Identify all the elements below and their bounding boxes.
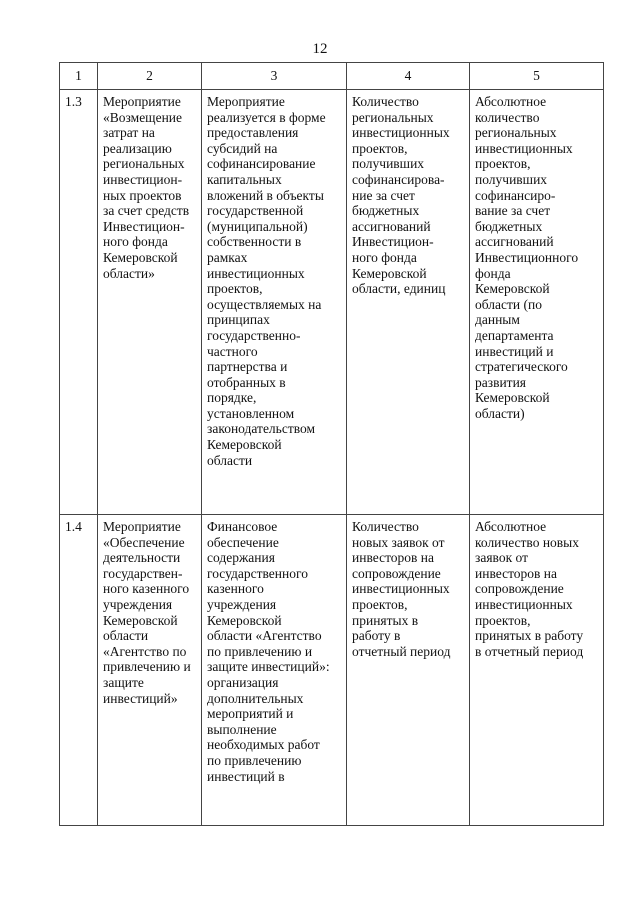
table-row (60, 515, 604, 826)
column-header: 2 (98, 63, 202, 90)
measure-description-cell: Мероприятие реализуется в форме предоставления субсидий на софинансирование капитальных вложений в объекты государственной (муниципальной) собственности в рамках инвестиционных проектов, осуществляемых на принципах государственно- частного партнерства и отобранных в порядке, установленном законодательством Кемеровской области (202, 90, 347, 515)
row-number: 1.4 (60, 515, 98, 826)
table-header-row (60, 63, 604, 90)
column-header: 4 (347, 63, 470, 90)
table-row (60, 90, 604, 515)
page-number: 12 (312, 41, 328, 57)
indicator-cell: Количество новых заявок от инвесторов на сопровождение инвестиционных проектов, принятых в работу в отчетный период (347, 515, 470, 826)
column-header: 1 (60, 63, 98, 90)
row-number: 1.3 (60, 90, 98, 515)
column-header: 3 (202, 63, 347, 90)
measure-name-cell: Мероприятие «Возмещение затрат на реализацию региональных инвестицион- ных проектов за счет средств Инвестицион- ного фонда Кемеровской области» (98, 90, 202, 515)
measure-description-cell: Финансовое обеспечение содержания государственного казенного учреждения Кемеровской области «Агентство по привлечению и защите инвестиций»: организация дополнительных мероприятий и выполнение необходимых работ по привлечению инвестиций в (202, 515, 347, 826)
indicator-cell: Количество региональных инвестиционных проектов, получивших софинансирова- ние за счет бюджетных ассигнований Инвестицион- ного фонда Кемеровской области, единиц (347, 90, 470, 515)
measures-table (59, 62, 604, 826)
calculation-method-cell: Абсолютное количество региональных инвестиционных проектов, получивших софинансиро- вание за счет бюджетных ассигнований Инвестиционного фонда Кемеровской области (по данным департамента инвестиций и стратегического развития Кемеровской области) (470, 90, 604, 515)
column-header: 5 (470, 63, 604, 90)
calculation-method-cell: Абсолютное количество новых заявок от инвесторов на сопровождение инвестиционных проектов, принятых в работу в отчетный период (470, 515, 604, 826)
measure-name-cell: Мероприятие «Обеспечение деятельности государствен- ного казенного учреждения Кемеровской области «Агентство по привлечению и защите инвестиций» (98, 515, 202, 826)
